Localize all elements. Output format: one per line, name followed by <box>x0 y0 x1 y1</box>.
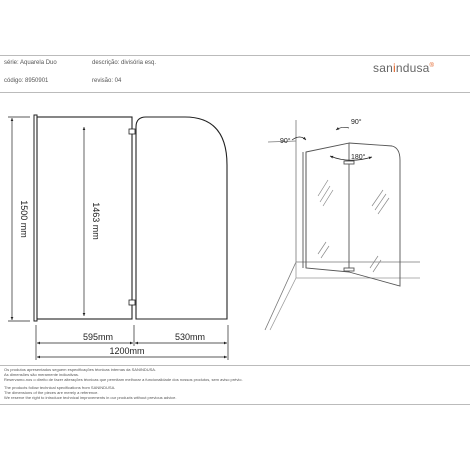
hinge-top <box>129 129 135 134</box>
width-total-label: 1200mm <box>109 346 145 356</box>
logo-accent-letter: i <box>392 61 396 75</box>
height-inner-label: 1463 mm <box>91 202 101 240</box>
footer-line-5: The dimensions of the pieces are merely a reference. <box>4 390 99 395</box>
height-total-label: 1500 mm <box>19 200 29 238</box>
footer-line-3: Reservamo-nos o direito de fazer alterações técnicas que permitam melhorar a funcionalidade dos nossos produtos, sem aviso prévio. <box>4 377 243 382</box>
perspective-view <box>265 120 420 330</box>
left-glass-panel <box>37 117 132 319</box>
header-code: código: 8950901 <box>4 78 49 84</box>
footer-line-2: As dimensões são meramente indicativas. <box>4 372 79 377</box>
header-description: descrição: divisória esq. <box>92 60 157 66</box>
angle-fold-label: 180° <box>351 154 366 161</box>
footer-line-6: We reserve the right to introduce technical improvements in our products without previous advice. <box>4 395 177 400</box>
footer-line-1: Os produtos apresentados seguem especificações técnicas internas da SANINDUSA. <box>4 367 157 372</box>
logo-text-2: ndusa <box>395 61 430 75</box>
logo-text-1: san <box>373 61 393 75</box>
hinge-bottom <box>129 300 135 305</box>
footer-line-4: The products follow technical specifications from SANINDUSA. <box>4 385 116 390</box>
perspective-glass <box>303 143 400 286</box>
front-view <box>34 115 227 321</box>
logo-registered-mark: ® <box>429 63 435 69</box>
right-glass-panel <box>136 117 227 319</box>
header-revision: revisão: 04 <box>92 78 122 84</box>
width-right-panel-label: 530mm <box>174 332 206 342</box>
header-series: série: Aquarela Duo <box>4 60 57 66</box>
footer-bottom-rule <box>0 404 470 405</box>
width-left-panel-label: 595mm <box>82 332 114 342</box>
footer-top-rule <box>0 365 470 366</box>
angle-top-label: 90° <box>351 119 362 126</box>
angle-left-label: 90° <box>280 138 291 145</box>
